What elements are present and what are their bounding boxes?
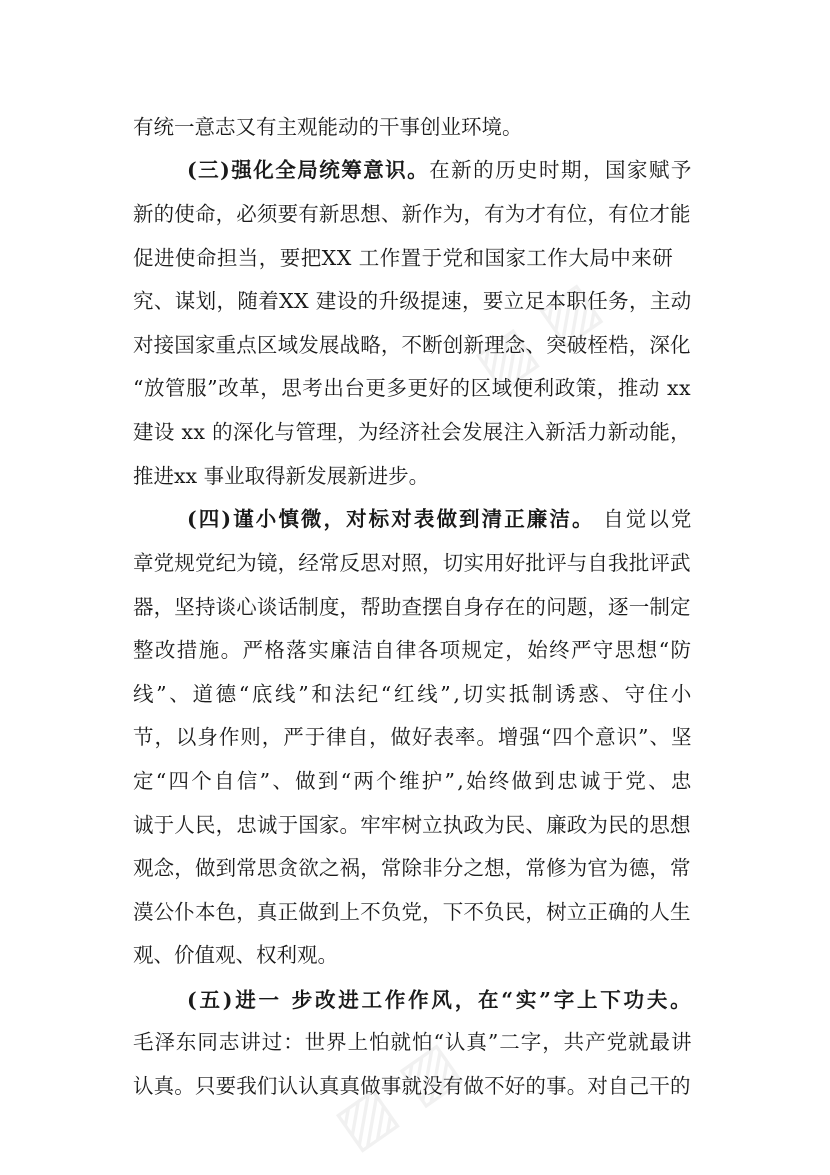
body-text: 节，以身作则，严于律自，做好表率。增强“四个意识”、坚 [133,725,693,749]
text-line [133,248,673,269]
text-line [133,291,692,312]
body-text: 漠公仆本色，真正做到上不负党，下不负民，树立正确的人生 [133,900,691,924]
body-text: 认真。只要我们认认真真做事就没有做不好的事。对自己干的 [133,1074,691,1098]
text-line [133,335,691,356]
text-line [133,1032,692,1053]
text-line [133,771,694,792]
text-line [133,945,338,966]
text-line [133,422,691,443]
text-line [133,727,692,748]
body-text: 究、谋划，随着XX 建设的升级提速，要立足本职任务，主动 [133,289,692,313]
body-text: 有统一意志又有主观能动的干事创业环境。 [133,115,523,139]
body-text: “放管服”改革，思考出台更多更好的区域便利政策，推动 xx [133,376,692,400]
text-line [133,117,523,138]
body-text: 推进xx 事业取得新发展新进步。 [133,464,430,488]
watermark: ▨ ▨ [322,1027,473,1163]
text-line [187,990,693,1011]
body-text: 在新的历史时期，国家赋予 [429,158,693,182]
text-line [133,204,691,225]
text-line [133,597,691,618]
text-line [133,684,694,705]
watermark: ▨ ▨ [462,267,613,403]
body-text: 建设 xx 的深化与管理，为经济社会发展注入新活力新动能， [133,420,691,444]
section-heading: (四)谨小慎微，对标对表做到清正廉洁。 [187,507,595,531]
section-heading: (五)进一 步改进工作作风，在“实”字上下功夫。 [187,988,694,1012]
body-text: 整改措施。严格落实廉洁自律各项规定，始终严守思想“防 [133,638,693,662]
body-text: 章党规党纪为镜，经常反思对照，切实用好批评与自我批评武 [133,551,691,575]
text-line [133,902,691,923]
body-text: 对接国家重点区域发展战略，不断创新理念、突破桎梏，深化 [133,333,691,357]
body-text: 器，坚持谈心谈话制度，帮助查摆自身存在的问题，逐一制定 [133,595,691,619]
text-line [187,160,693,181]
text-line [187,509,694,530]
body-text: 促进使命担当，要把XX 工作置于党和国家工作大局中来研 [133,246,674,270]
body-text: 定“四个自信”、做到“两个维护”,始终做到忠诚于党、忠 [133,769,694,793]
body-text: 自觉以党 [594,507,694,531]
text-line [133,640,692,661]
section-heading: (三)强化全局统筹意识。 [187,158,430,182]
body-text: 诚于人民，忠诚于国家。牢牢树立执政为民、廉政为民的思想 [133,813,691,837]
body-text: 新的使命，必须要有新思想、新作为，有为才有位，有位才能 [133,202,691,226]
text-line [133,553,691,574]
text-line [133,1076,691,1097]
text-line [133,815,691,836]
text-line [133,378,691,399]
body-text: 毛泽东同志讲过：世界上怕就怕“认真”二字，共产党就最讲 [133,1030,693,1054]
body-text: 观、价值观、权利观。 [133,943,338,967]
text-line [133,466,429,487]
text-line [133,858,691,879]
body-text: 线”、道德“底线”和法纪“红线”,切实抵制诱惑、守住小 [133,682,695,706]
body-text: 观念，做到常思贪欲之祸，常除非分之想，常修为官为德，常 [133,856,691,880]
